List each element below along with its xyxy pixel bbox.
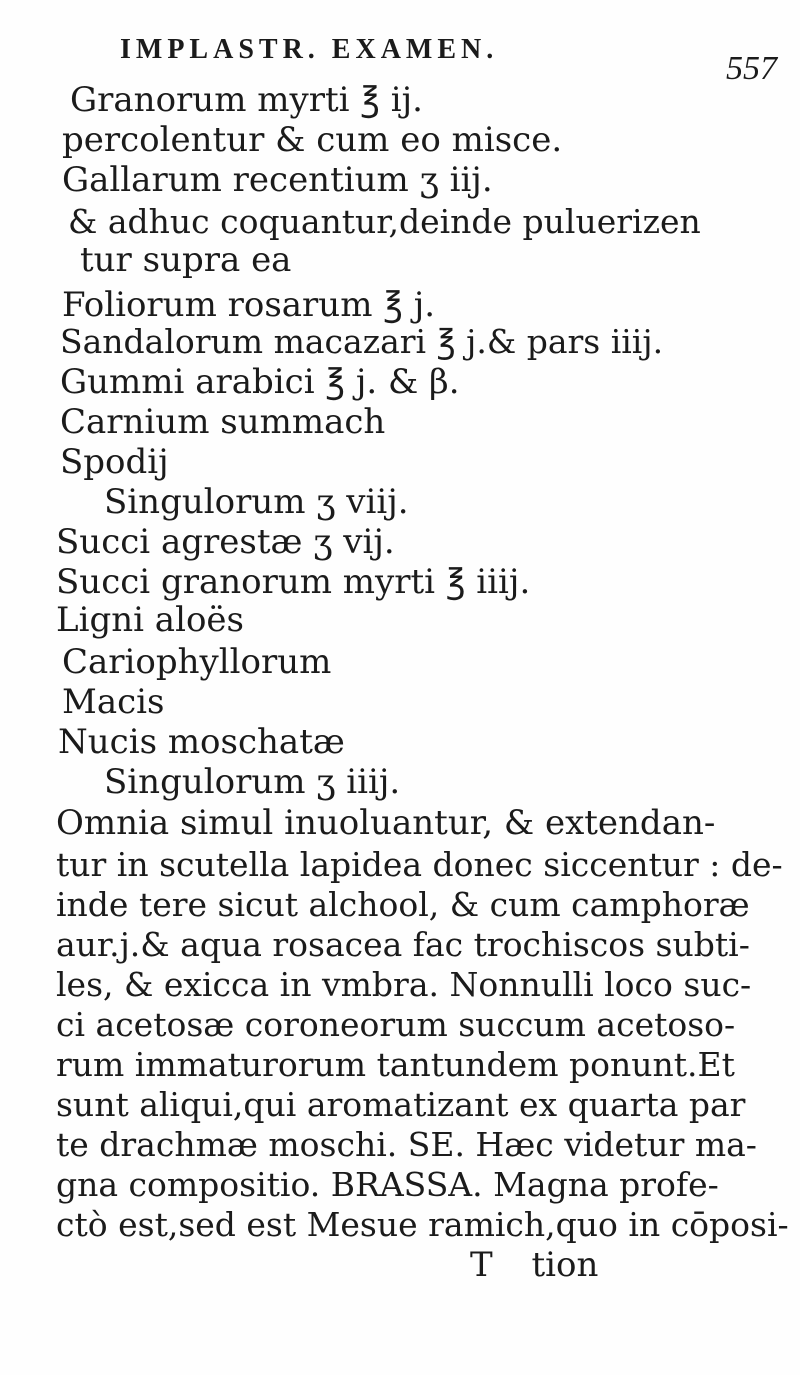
text-line: gna compositio. BRASSA. Magna profe- [56,1165,719,1204]
text-line: Foliorum rosarum ℥ j. [62,285,436,325]
text-line: ctò est,sed est Mesue ramich,quo in cōposi- [56,1205,789,1244]
text-line: inde tere sicut alchool, & cum camphoræ [56,885,750,924]
running-title: IMPLASTR. EXAMEN. [120,34,499,65]
text-line: Singulorum ʒ iiij. [104,762,401,802]
text-line: tur in scutella lapidea donec siccentur : de- [56,845,783,884]
text-line: Nucis moschatæ [58,722,345,762]
text-line: Succi granorum myrti ℥ iiij. [56,562,531,602]
text-line: aur.j.& aqua rosacea fac trochiscos subti- [56,925,750,964]
text-line: Succi agrestæ ʒ vij. [56,522,395,562]
text-line: Cariophyllorum [62,642,332,682]
text-line: Sandalorum macazari ℥ j.& pars iiij. [60,322,664,361]
text-line: Omnia simul inuoluantur, & extendan- [56,803,716,843]
text-line: Carnium summach [60,402,386,442]
text-line: Granorum myrti ℥ ij. [70,80,423,120]
text-line: ci acetosæ coroneorum succum acetoso- [56,1005,736,1044]
text-line: Macis [62,682,165,722]
text-line: Ligni aloës [56,600,244,640]
text-line: Singulorum ʒ viij. [104,482,409,522]
text-line: sunt aliqui,qui aromatizant ex quarta par [56,1085,746,1124]
page-number: 557 [726,50,777,87]
text-line: tur supra ea [80,240,292,280]
text-line: & adhuc coquantur,deinde puluerizen [68,202,701,241]
text-line: Gallarum recentium ʒ iij. [62,160,493,200]
text-line: te drachmæ moschi. SE. Hæc videtur ma- [56,1125,757,1164]
catchword-line: T tion [470,1245,599,1285]
text-line: rum immaturorum tantundem ponunt.Et [56,1045,735,1084]
text-line: percolentur & cum eo misce. [62,120,563,160]
text-line: Spodij [60,442,169,482]
text-line: les, & exicca in vmbra. Nonnulli loco suc- [56,965,752,1004]
text-line: Gummi arabici ℥ j. & β. [60,362,460,402]
